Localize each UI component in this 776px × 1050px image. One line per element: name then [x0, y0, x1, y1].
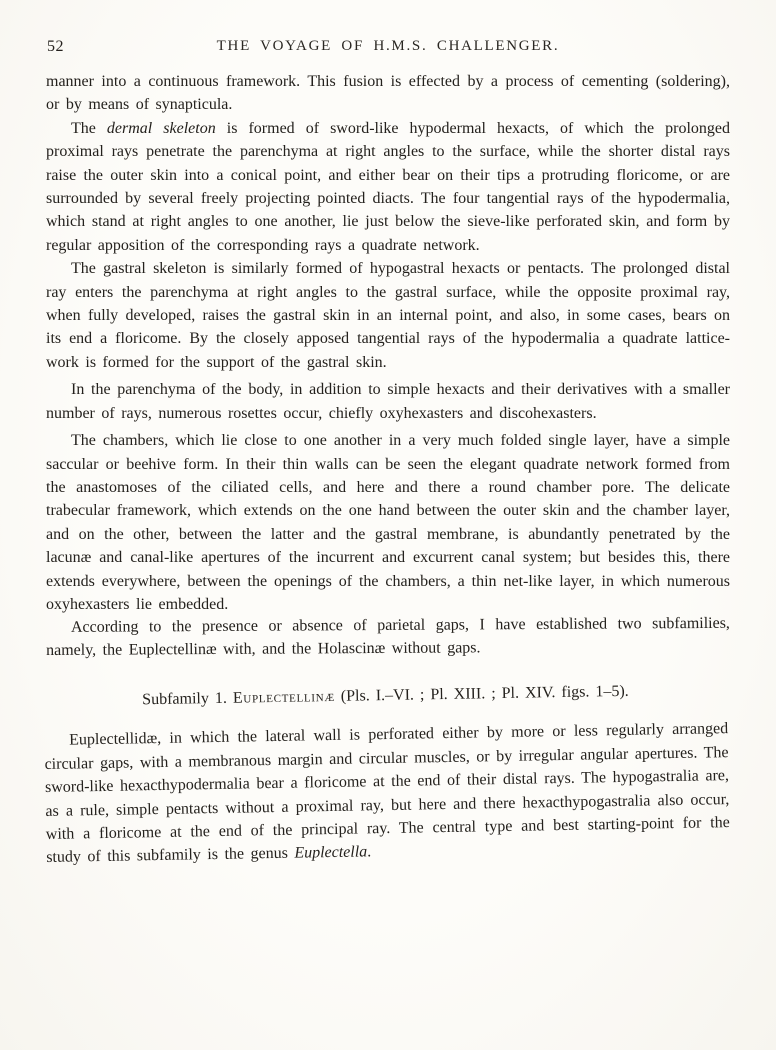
paragraph-chambers: The chambers, which lie close to one another in a very much folded single layer, have a simple saccular or beehive form. In their thin walls can be seen the elegant quadrate network formed from the anastomoses of the ciliated cells, and here and there a round chamber pore. The delicate trabecular framework, which extends on the one hand between the outer skin and the chamber layer, and on the other, between the latter and the gastral membrane, is abundantly penetrated by the lacunæ and canal-like apertures of the incurrent and excurrent canal system; but besides this, there extends everywhere, between the openings of the chambers, a thin net-like layer, in which numerous oxyhexasters lie embedded.: [46, 432, 730, 613]
bottom-section: [43, 678, 730, 870]
page-header: [0, 0, 776, 60]
page-number: 52: [47, 38, 64, 55]
paragraph-euplectellidae: Euplectellidæ, in which the lateral wall is perforated either by more or less regularly arranged circular gaps, with a membranous margin and circular muscles, or by irregular angular apertures. The sword-like hexacthypodermalia bear a floricome at the end of their distal rays. The hypogastralia are, as a rule, simple pentacts without a proximal ray, but here and there hexacthypogastralia also occur, with a floricome at the end of the principal ray. The central type and best starting-point for the study of this subfamily is the genus Euplectella.: [44, 720, 730, 867]
paragraph-parenchyma-rosettes: In the parenchyma of the body, in addition to simple hexacts and their derivatives with a smaller number of rays, numerous rosettes occur, chiefly oxyhexasters and discohexasters.: [46, 381, 730, 422]
paragraph-subfamilies: According to the presence or absence of parietal gaps, I have established two subfamilies, namely, the Euplectellinæ with, and the Holascinæ without gaps.: [46, 615, 730, 660]
running-title: THE VOYAGE OF H.M.S. CHALLENGER.: [216, 38, 560, 54]
paragraph-gastral-skeleton: The gastral skeleton is similarly formed of hypogastral hexacts or pentacts. The prolonged distal ray enters the parenchyma at right angles to the gastral surface, while the opposite proximal ray, when fully developed, raises the gastral skin in an internal point, and also, in some cases, bears on its end a floricome. By the closely apposed tangential rays of the hypodermalia a quadrate lattice-work is formed for the support of the gastral skin.: [46, 260, 730, 371]
text-block: [0, 60, 776, 870]
paragraph-dermal-skeleton: The dermal skeleton is formed of sword-like hypodermal hexacts, of which the prolonged proximal rays penetrate the parenchyma at right angles to the surface, while the shorter distal rays raise the outer skin into a conical point, and either bear on their tips a protruding floricome, or are surrounded by several freely projecting pointed diacts. The four tangential rays of the hypodermalia, which stand at right angles to one another, lie just below the sieve-like perforated skin, and form by regular apposition of the corresponding rays a quadrate network.: [46, 119, 731, 254]
paragraph-continuation: manner into a continuous framework. This fusion is effected by a process of cementing (soldering), or by means of synapticula.: [46, 73, 730, 114]
subfamily-heading: Subfamily 1. Euplectellinæ (Pls. I.–VI. ; Pl. XIII. ; Pl. XIV. figs. 1–5).: [142, 682, 629, 709]
